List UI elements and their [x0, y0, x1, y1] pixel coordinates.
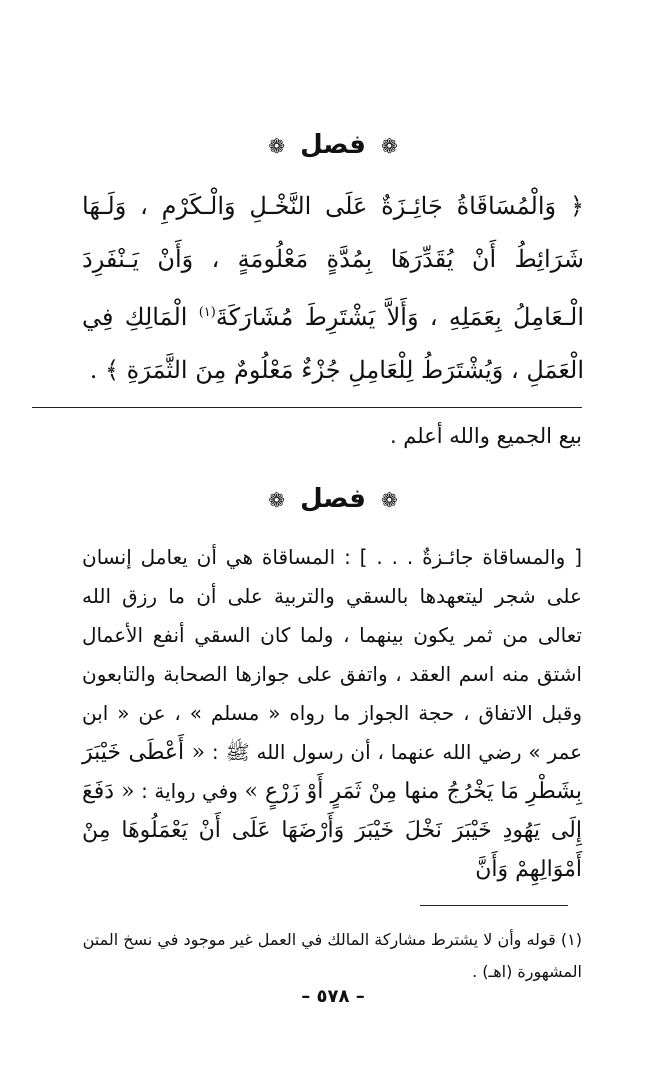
ornament-icon: ❁	[380, 133, 398, 158]
main-text-body: وَالْمُسَاقَاةُ جَائِـزَةٌ عَلَى النَّخْـلِ وَالْـكَرْمِ ، وَلَـهَا شَرَائِطُ أَنْ يُقَدِّرَهَا بِمُدَّةٍ مَعْلُومَةٍ ، وَأَنْ يَـنْفَرِدَ الْـعَامِلُ بِعَمَلِهِ ، وَأَلاَّ يَشْتَرِطَ مُشَارَكَةَ	[82, 192, 584, 331]
commentary-text	[82, 538, 582, 889]
section-title: فصل	[300, 484, 366, 514]
previous-section-end: بيع الجميع والله أعلم .	[389, 424, 582, 448]
footnote-ref: (١)	[198, 305, 216, 320]
commentary-paragraph: وفي رواية :	[141, 779, 238, 803]
footnote: (١) قوله وأن لا يشترط مشاركة المالك في العمل غير موجود في نسخ المتن المشهورة (اهـ) .	[82, 930, 582, 981]
main-text-body-cont: الْمَالِكِ فِي الْعَمَلِ ، وَيُشْتَرَطُ لِلْعَامِلِ جُزْءٌ مَعْلُومٌ مِنَ الثَّمَرَةِ	[82, 303, 584, 384]
hadith-quote: « دَفَعَ إِلَى يَهُودِ خَيْبَرَ نَخْلَ خَيْبَرَ وَأَرْضَهَا عَلَى أَنْ يَعْمَلُوهَا مِنْ أَمْوَالِهِمْ وَأَنَّ	[82, 779, 582, 882]
ornament-icon: ❁	[380, 487, 398, 512]
separator-line	[32, 407, 582, 408]
page-number: – ٥٧٨ –	[301, 986, 365, 1007]
quran-bracket-close: ﴾ .	[89, 356, 120, 384]
hadith-quote: « أَعْطَى خَيْبَرَ بِشَطْرِ مَا يَخْرُجُ منها مِنْ ثَمَرٍ أَوْ زَرْعٍ »	[82, 740, 582, 804]
section-heading	[0, 130, 666, 160]
commentary-paragraph: [ والمساقاة جائـزةٌ . . . ] : المساقاة هي أن يعامل إنسان على شجر ليتعهدها بالسقي والتربية على أن ما رزق الله تعالى من ثمر يكون بينهما ، ولما كان السقي أنفع الأعمال اشتق منه اسم العقد ، واتفق على جوازها الصحابة والتابعون وقبل الاتفاق ، حجة الجواز ما رواه « مسلم » ، عن « ابن عمر » رضي الله عنهما ، أن رسول الله ﷺ :	[82, 545, 582, 764]
ornament-icon: ❁	[268, 133, 285, 158]
section-heading-commentary	[0, 484, 666, 514]
footnote-separator	[420, 905, 568, 906]
section-title: فصل	[300, 130, 366, 160]
quran-bracket-open: ﴿	[569, 192, 584, 220]
main-text	[82, 180, 584, 397]
ornament-icon: ❁	[268, 487, 285, 512]
